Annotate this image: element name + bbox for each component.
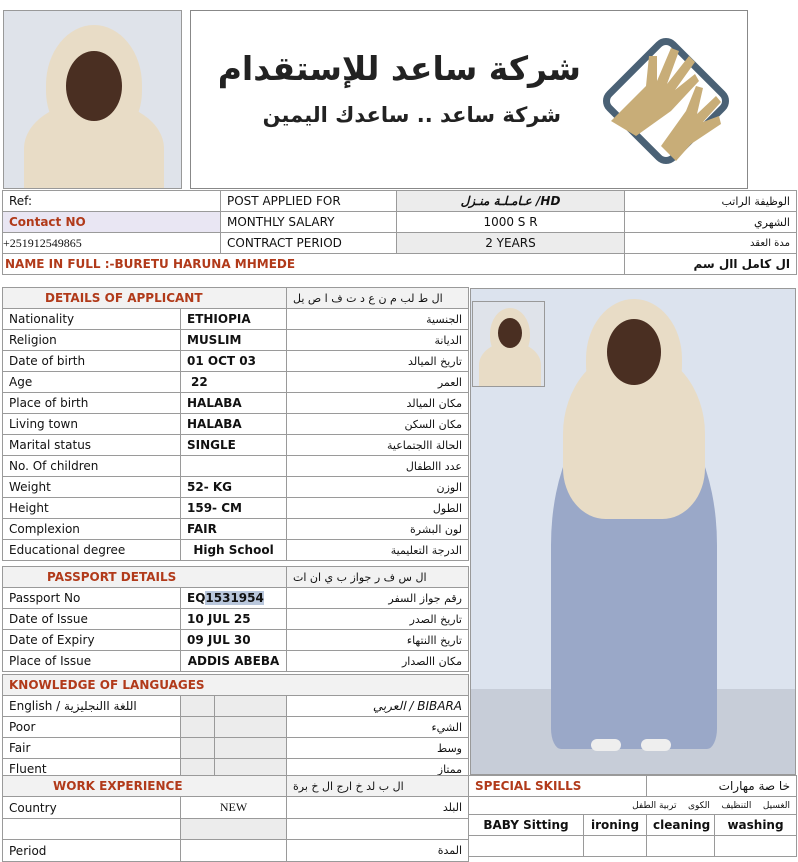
salary-value: 1000 S R	[397, 212, 625, 233]
field-value: ETHIOPIA	[181, 309, 287, 330]
period-value	[181, 840, 287, 862]
post-label-ar: الوظيفة الراتب	[625, 191, 797, 212]
contract-label-ar: مدة العقد	[625, 233, 797, 254]
field-value	[181, 588, 287, 609]
level-label: Poor	[3, 717, 181, 738]
country-label-ar: البلد	[287, 797, 469, 819]
applicant-row	[3, 330, 469, 351]
lang-cell	[215, 696, 287, 717]
field-label: Religion	[3, 330, 181, 351]
passport-row	[3, 588, 469, 609]
field-label-ar: العمر	[287, 372, 469, 393]
skill-check	[469, 836, 584, 857]
applicant-row	[3, 393, 469, 414]
skills-section-title-ar: خا صة مهارات	[647, 776, 797, 797]
skills-table	[468, 775, 797, 857]
top-info-table	[2, 190, 797, 275]
period-label: Period	[3, 840, 181, 862]
field-value: MUSLIM	[181, 330, 287, 351]
field-value: 159- CM	[181, 498, 287, 519]
field-label-ar: الجنسية	[287, 309, 469, 330]
skill-check	[715, 836, 797, 857]
level-label: Fluent	[3, 759, 181, 780]
skill-ar-item: التنظيف	[721, 800, 752, 811]
applicant-table	[2, 287, 469, 561]
spacer-cell	[181, 819, 287, 840]
field-label: Weight	[3, 477, 181, 498]
skill-ar-item: تربية الطفل	[632, 800, 677, 811]
level-label: Fair	[3, 738, 181, 759]
field-value	[181, 609, 287, 630]
field-label-ar: مكان الميالد	[287, 393, 469, 414]
lang-cell	[181, 738, 215, 759]
helping-hands-logo	[591, 26, 741, 176]
applicant-row	[3, 540, 469, 561]
field-label-ar: تاريخ االنتهاء	[287, 630, 469, 651]
passport-section-title-ar: ال س ف ر جواز ب ي ان ات	[287, 567, 469, 588]
skill-item: cleaning	[647, 815, 715, 836]
passport-section-title: PASSPORT DETAILS	[3, 567, 287, 588]
skill-check	[584, 836, 647, 857]
applicant-row	[3, 435, 469, 456]
field-value: 52- KG	[181, 477, 287, 498]
field-label-ar: رقم جواز السفر	[287, 588, 469, 609]
language-row	[3, 738, 469, 759]
lang-cell	[215, 738, 287, 759]
field-label: Living town	[3, 414, 181, 435]
applicant-row	[3, 456, 469, 477]
small-portrait-photo	[472, 301, 545, 387]
field-label: Educational degree	[3, 540, 181, 561]
level-label-ar: الشيء	[287, 717, 469, 738]
ref-label: Ref:	[3, 191, 221, 212]
contact-label: Contact NO	[3, 212, 221, 233]
post-label: POST APPLIED FOR	[221, 191, 397, 212]
field-value: 22	[181, 372, 287, 393]
salary-label: MONTHLY SALARY	[221, 212, 397, 233]
passport-row	[3, 651, 469, 672]
skill-item: BABY Sitting	[469, 815, 584, 836]
field-label: Complexion	[3, 519, 181, 540]
salary-label-ar: الشهري	[625, 212, 797, 233]
country-value: NEW	[181, 797, 287, 819]
phone-number: +251912549865	[3, 233, 221, 254]
passport-row	[3, 630, 469, 651]
field-label-ar: الديانة	[287, 330, 469, 351]
applicant-row	[3, 372, 469, 393]
value-part: 10 JUL 25	[187, 612, 251, 626]
languages-table	[2, 674, 469, 780]
contract-label: CONTRACT PERIOD	[221, 233, 397, 254]
lang-cell	[181, 696, 215, 717]
field-value: SINGLE	[181, 435, 287, 456]
field-label: Height	[3, 498, 181, 519]
field-label: No. Of children	[3, 456, 181, 477]
company-tagline: شركة ساعد .. ساعدك اليمين	[262, 103, 561, 127]
applicant-section-title-ar: ال ط لب م ن ع د ت ف ا ص يل	[287, 288, 469, 309]
skills-section-title: SPECIAL SKILLS	[469, 776, 647, 797]
company-name: شركة ساعد للإستقدام	[217, 49, 581, 88]
lang-cell	[215, 717, 287, 738]
field-label-ar: تاريخ الصدر	[287, 609, 469, 630]
country-label: Country	[3, 797, 181, 819]
applicant-row	[3, 414, 469, 435]
skill-item: washing	[715, 815, 797, 836]
field-value: 01 OCT 03	[181, 351, 287, 372]
applicant-row	[3, 498, 469, 519]
full-name: NAME IN FULL :-BURETU HARUNA MHMEDE	[3, 254, 625, 275]
value-highlight: 1531954	[205, 591, 264, 605]
field-label-ar: مكان االصدار	[287, 651, 469, 672]
languages-section-title: KNOWLEDGE OF LANGUAGES	[3, 675, 469, 696]
field-label: Nationality	[3, 309, 181, 330]
lang-cell	[181, 717, 215, 738]
field-label: Marital status	[3, 435, 181, 456]
field-label: Age	[3, 372, 181, 393]
skill-ar-item: الكوى	[687, 800, 710, 811]
level-label-ar: وسط	[287, 738, 469, 759]
post-value: HD/ عـامـلـة منـزل	[397, 191, 625, 212]
field-label-ar: مكان السكن	[287, 414, 469, 435]
skills-ar-row	[469, 797, 797, 815]
value-part: ADDIS ABEBA	[187, 654, 280, 668]
field-label: Date of Expiry	[3, 630, 181, 651]
field-label: Date of Issue	[3, 609, 181, 630]
english-label: English / اللغة االنجليزية	[3, 696, 181, 717]
skill-item: ironing	[584, 815, 647, 836]
field-label: Passport No	[3, 588, 181, 609]
contract-value: 2 YEARS	[397, 233, 625, 254]
value-part: EQ	[187, 591, 206, 605]
spacer-cell	[3, 819, 181, 840]
field-label-ar: لون البشرة	[287, 519, 469, 540]
arabic-label: BIBARA / العربي	[287, 696, 469, 717]
field-label: Place of birth	[3, 393, 181, 414]
field-value: High School	[181, 540, 287, 561]
spacer-cell	[287, 819, 469, 840]
applicant-section-title: DETAILS OF APPLICANT	[3, 288, 287, 309]
field-label-ar: الدرجة التعليمية	[287, 540, 469, 561]
field-value	[181, 651, 287, 672]
field-label-ar: الوزن	[287, 477, 469, 498]
field-label-ar: عدد االطفال	[287, 456, 469, 477]
skill-check	[647, 836, 715, 857]
applicant-row	[3, 519, 469, 540]
full-name-ar: ال كامل اال سم	[625, 254, 797, 275]
language-row	[3, 717, 469, 738]
field-label-ar: الحالة االجتماعية	[287, 435, 469, 456]
passport-row	[3, 609, 469, 630]
field-value: HALABA	[181, 393, 287, 414]
field-label: Date of birth	[3, 351, 181, 372]
field-value: FAIR	[181, 519, 287, 540]
field-value: HALABA	[181, 414, 287, 435]
passport-table	[2, 566, 469, 672]
work-table	[2, 775, 469, 862]
level-label-ar: ممتاز	[287, 759, 469, 780]
field-value	[181, 456, 287, 477]
work-section-title: WORK EXPERIENCE	[3, 776, 287, 797]
work-section-title-ar: ال ب لد خ ارج ال خ برة	[287, 776, 469, 797]
skill-ar-item: الغسيل	[762, 800, 791, 811]
field-label-ar: تاريخ الميالد	[287, 351, 469, 372]
field-value	[181, 630, 287, 651]
field-label: Place of Issue	[3, 651, 181, 672]
value-part: 09 JUL 30	[187, 633, 251, 647]
period-label-ar: المدة	[287, 840, 469, 862]
company-banner	[190, 10, 748, 189]
field-label-ar: الطول	[287, 498, 469, 519]
applicant-row	[3, 351, 469, 372]
applicant-row	[3, 477, 469, 498]
portrait-photo	[3, 10, 182, 189]
applicant-row	[3, 309, 469, 330]
